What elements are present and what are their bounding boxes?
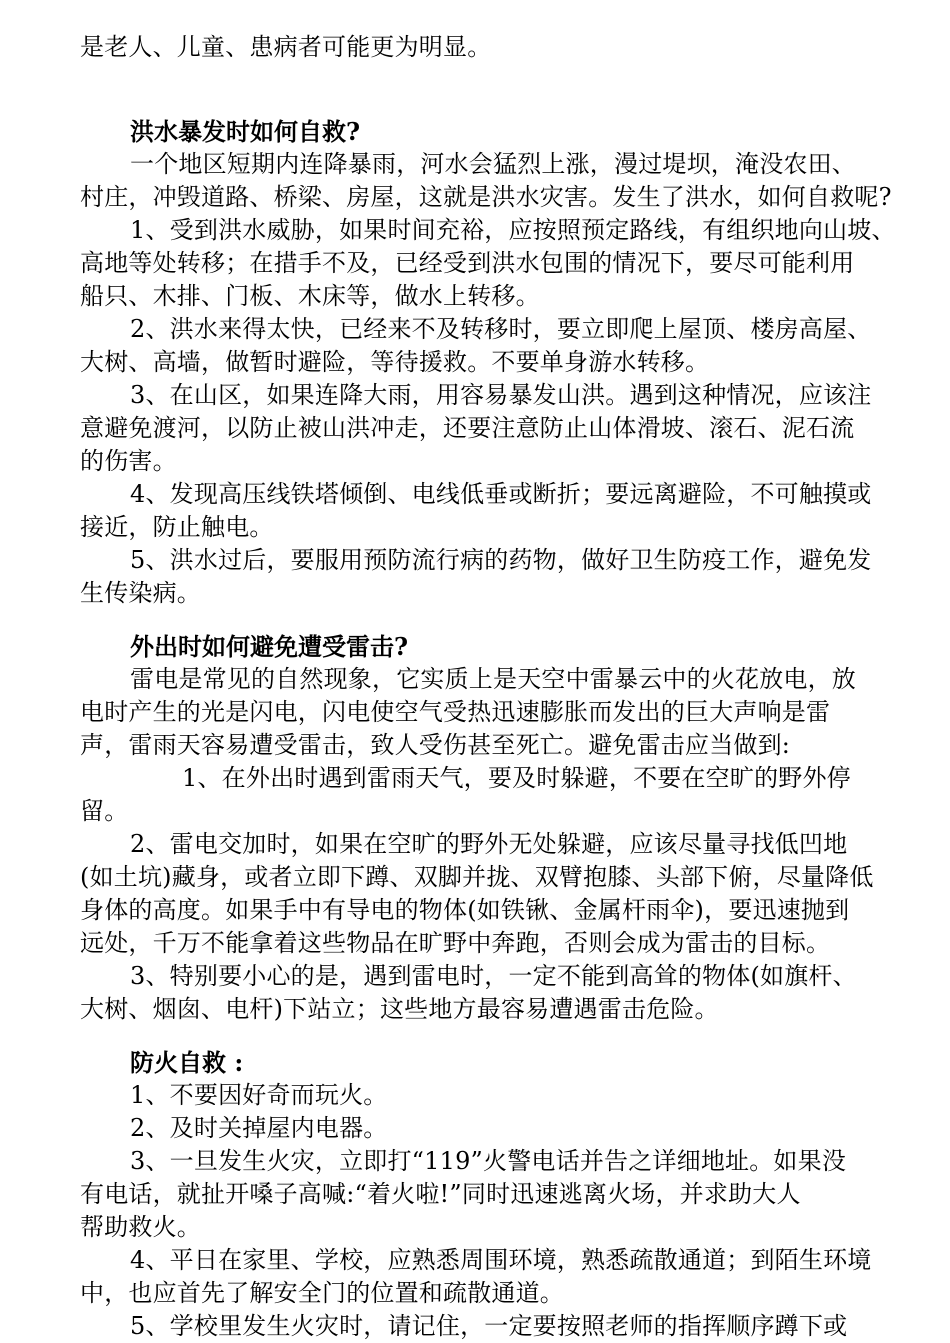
fire-paragraph-line: 帮助救火。: [80, 1213, 201, 1241]
lightning-paragraph-line: 留。: [80, 797, 129, 825]
flood-paragraph-line: 高地等处转移；在措手不及，已经受到洪水包围的情况下，要尽可能利用: [80, 249, 855, 277]
fire-paragraph-line: 有电话，就扯开嗓子高喊:“着火啦!”同时迅速逃离火场，并求助大人: [80, 1180, 801, 1208]
flood-paragraph-line: 大树、高墙，做暂时避险，等待援救。不要单身游水转移。: [80, 348, 710, 376]
fire-paragraph-line: 2、及时关掉屋内电器。: [130, 1114, 388, 1142]
flood-paragraph-line: 生传染病。: [80, 579, 201, 607]
fire-paragraph-line: 4、平日在家里、学校，应熟悉周围环境，熟悉疏散通道；到陌生环境: [130, 1246, 872, 1274]
flood-paragraph-line: 1、受到洪水威胁，如果时间充裕，应按照预定路线，有组织地向山坡、: [130, 216, 896, 244]
flood-paragraph-line: 5、洪水过后，要服用预防流行病的药物，做好卫生防疫工作，避免发: [130, 546, 872, 574]
fire-paragraph-line: 5、学校里发生火灾时，请记住，一定要按照老师的指挥顺序蹲下或: [130, 1312, 848, 1340]
flood-paragraph-line: 3、在山区，如果连降大雨，用容易暴发山洪。遇到这种情况，应该注: [130, 381, 872, 409]
flood-paragraph-line: 一个地区短期内连降暴雨，河水会猛烈上涨，漫过堤坝，淹没农田、: [130, 150, 856, 178]
flood-heading: 洪水暴发时如何自救?: [130, 117, 361, 146]
lightning-paragraph-line: 身体的高度。如果手中有导电的物体(如铁锹、金属杆雨伞)，要迅速抛到: [80, 896, 850, 924]
lightning-paragraph-line: 远处，千万不能拿着这些物品在旷野中奔跑，否则会成为雷击的目标。: [80, 929, 831, 957]
fire-paragraph-line: 中，也应首先了解安全门的位置和疏散通道。: [80, 1279, 564, 1307]
lightning-paragraph-line: 1、在外出时遇到雷雨天气，要及时躲避，不要在空旷的野外停: [182, 764, 851, 792]
flood-paragraph-line: 的伤害。: [80, 447, 177, 475]
flood-paragraph-line: 2、洪水来得太快，已经来不及转移时，要立即爬上屋顶、楼房高屋、: [130, 315, 872, 343]
lightning-paragraph-line: (如土坑)藏身，或者立即下蹲、双脚并拢、双臂抱膝、头部下俯，尽量降低: [80, 863, 874, 891]
lightning-paragraph-line: 电时产生的光是闪电，闪电使空气受热迅速膨胀而发出的巨大声响是雷: [80, 698, 831, 726]
lightning-paragraph-line: 2、雷电交加时，如果在空旷的野外无处躲避，应该尽量寻找低凹地: [130, 830, 848, 858]
flood-paragraph-line: 接近，防止触电。: [80, 513, 274, 541]
fire-paragraph-line: 1、不要因好奇而玩火。: [130, 1081, 388, 1109]
flood-paragraph-line: 4、发现高压线铁塔倾倒、电线低垂或断折；要远离避险，不可触摸或: [130, 480, 872, 508]
flood-paragraph-line: 意避免渡河，以防止被山洪冲走，还要注意防止山体滑坡、滚石、泥石流: [80, 414, 855, 442]
lightning-paragraph-line: 声，雷雨天容易遭受雷击，致人受伤甚至死亡。避免雷击应当做到:: [80, 731, 791, 759]
intro-tail-text: 是老人、儿童、患病者可能更为明显。: [80, 33, 492, 61]
fire-heading: 防火自救 :: [130, 1048, 244, 1077]
lightning-paragraph-line: 3、特别要小心的是，遇到雷电时，一定不能到高耸的物体(如旗杆、: [130, 962, 857, 990]
flood-paragraph-line: 村庄，冲毁道路、桥梁、房屋，这就是洪水灾害。发生了洪水，如何自救呢?: [80, 183, 892, 211]
lightning-paragraph-line: 大树、烟囱、电杆)下站立；这些地方最容易遭遇雷击危险。: [80, 995, 719, 1023]
fire-paragraph-line: 3、一旦发生火灾，立即打“119”火警电话并告之详细地址。如果没: [130, 1147, 847, 1175]
lightning-paragraph-line: 雷电是常见的自然现象，它实质上是天空中雷暴云中的火花放电，放: [130, 665, 856, 693]
lightning-heading: 外出时如何避免遭受雷击?: [130, 632, 409, 661]
flood-paragraph-line: 船只、木排、门板、木床等，做水上转移。: [80, 282, 540, 310]
